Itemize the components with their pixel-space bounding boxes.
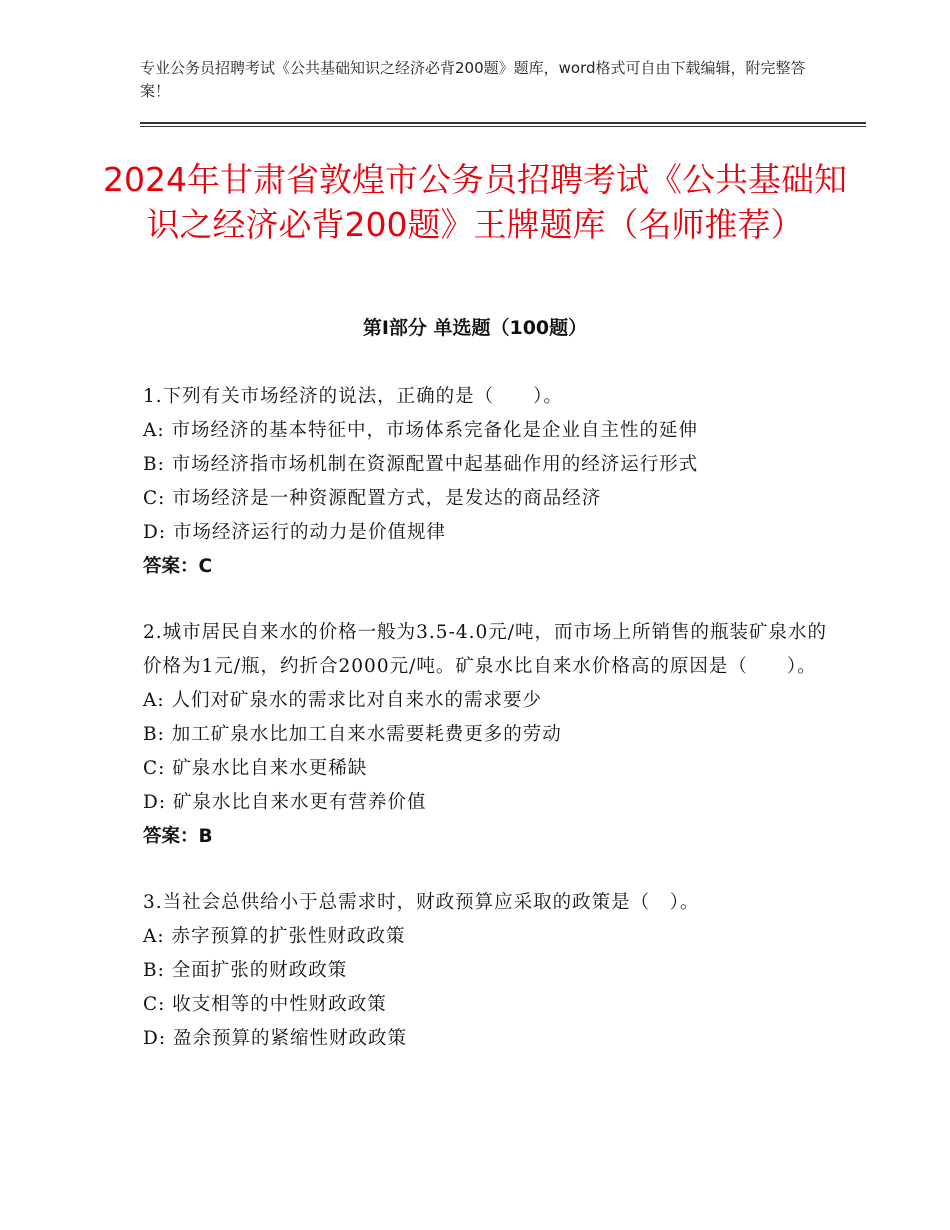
- option-d: D: 盈余预算的紧缩性财政政策: [143, 1028, 407, 1049]
- question-stem: 2.城市居民自来水的价格一般为3.5-4.0元/吨，而市场上所销售的瓶装矿泉水的价格为1元/瓶，约折合2000元/吨。矿泉水比自来水价格高的原因是（ ）。: [143, 622, 827, 677]
- option-d: D: 矿泉水比自来水更有营养价值: [143, 792, 427, 813]
- document-title: 2024年甘肃省敦煌市公务员招聘考试《公共基础知识之经济必背200题》王牌题库（名师推荐）: [103, 160, 847, 244]
- option-a: A: 赤字预算的扩张性财政政策: [143, 926, 406, 947]
- option-a: A: 市场经济的基本特征中，市场体系完备化是企业自主性的延伸: [143, 420, 698, 441]
- header-divider: [140, 122, 866, 124]
- section-heading: 第Ⅰ部分 单选题（100题）: [362, 317, 588, 339]
- answer: 答案：C: [143, 556, 213, 577]
- option-b: B: 加工矿泉水比加工自来水需要耗费更多的劳动: [143, 724, 562, 745]
- question-stem: 3.当社会总供给小于总需求时，财政预算应采取的政策是（ ）。: [143, 892, 700, 913]
- option-b: B: 全面扩张的财政政策: [143, 960, 348, 981]
- question-2: [143, 616, 833, 854]
- option-c: C: 收支相等的中性财政政策: [143, 994, 387, 1015]
- question-3: [143, 886, 833, 1056]
- option-d: D: 市场经济运行的动力是价值规律: [143, 522, 446, 543]
- option-c: C: 矿泉水比自来水更稀缺: [143, 758, 368, 779]
- option-a: A: 人们对矿泉水的需求比对自来水的需求要少: [143, 690, 542, 711]
- question-stem: 1.下列有关市场经济的说法，正确的是（ ）。: [143, 386, 563, 407]
- option-b: B: 市场经济指市场机制在资源配置中起基础作用的经济运行形式: [143, 454, 699, 475]
- question-1: [143, 380, 833, 584]
- answer: 答案：B: [143, 826, 213, 847]
- option-c: C: 市场经济是一种资源配置方式，是发达的商品经济: [143, 488, 602, 509]
- header-note: 专业公务员招聘考试《公共基础知识之经济必背200题》题库，word格式可自由下载编辑，附完整答案！: [140, 59, 806, 100]
- header-divider-thin: [140, 126, 866, 127]
- question-list: [143, 380, 833, 1088]
